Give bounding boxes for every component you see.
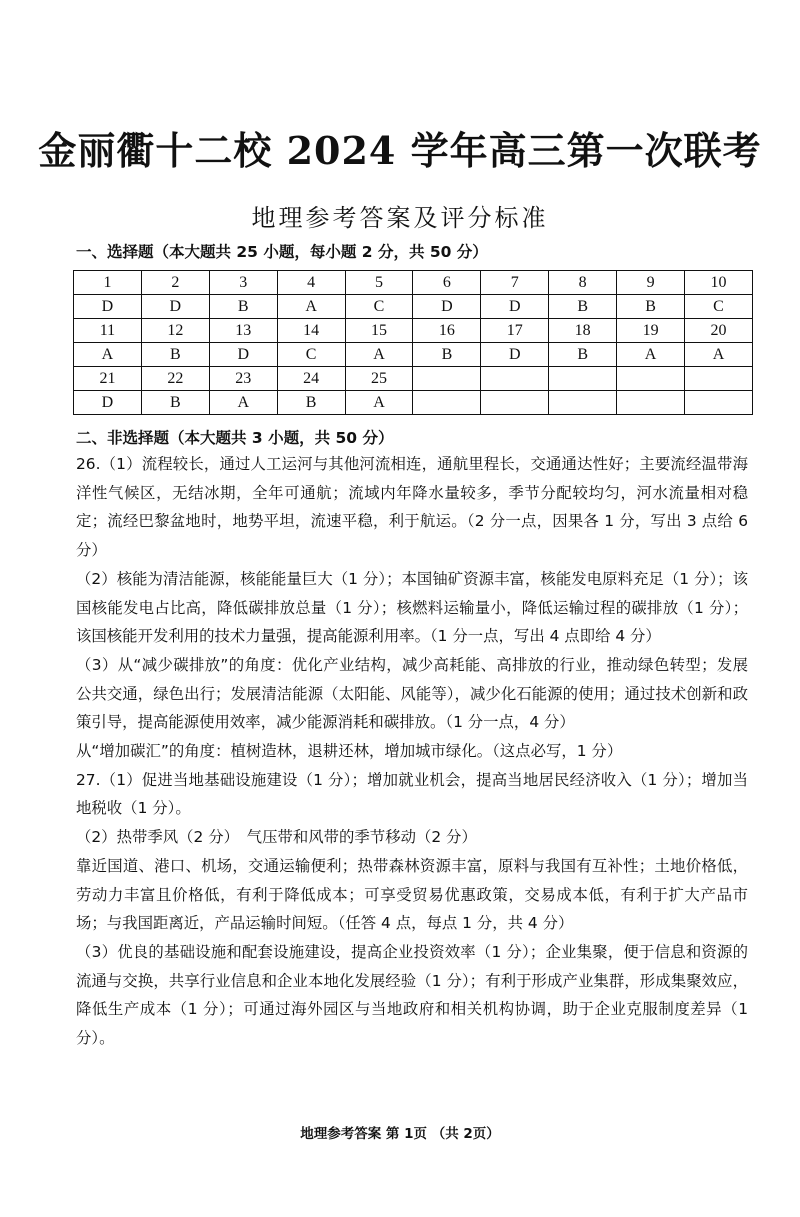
question-number-cell: 15 bbox=[345, 319, 413, 343]
question-number-cell: 2 bbox=[141, 271, 209, 295]
question-number-cell bbox=[413, 367, 481, 391]
question-number-cell: 16 bbox=[413, 319, 481, 343]
answer-cell: A bbox=[685, 343, 753, 367]
page-title: 金丽衢十二校 2024 学年高三第一次联考 bbox=[38, 128, 762, 173]
answer-body bbox=[76, 450, 748, 1053]
answer-table-row bbox=[74, 367, 753, 391]
q26-part3: （3）从“减少碳排放”的角度：优化产业结构，减少高耗能、高排放的行业，推动绿色转型；发展公共交通，绿色出行；发展清洁能源（太阳能、风能等），减少化石能源的使用；通过技术创新和政策引导，提高能源使用效率，减少能源消耗和碳排放。（1 分一点，4 分） bbox=[76, 655, 748, 732]
question-number-cell: 25 bbox=[345, 367, 413, 391]
question-number-cell: 14 bbox=[277, 319, 345, 343]
answer-table bbox=[73, 270, 753, 415]
answer-cell: A bbox=[277, 295, 345, 319]
answer-cell: D bbox=[141, 295, 209, 319]
answer-cell: B bbox=[209, 295, 277, 319]
answer-cell: D bbox=[481, 343, 549, 367]
answer-table-row bbox=[74, 343, 753, 367]
question-number-cell: 9 bbox=[617, 271, 685, 295]
answer-cell bbox=[685, 391, 753, 415]
question-number-cell: 11 bbox=[74, 319, 142, 343]
question-number-cell bbox=[617, 367, 685, 391]
answer-cell bbox=[413, 391, 481, 415]
question-number-cell: 19 bbox=[617, 319, 685, 343]
question-number-cell: 8 bbox=[549, 271, 617, 295]
question-number-cell: 1 bbox=[74, 271, 142, 295]
answer-cell: A bbox=[345, 343, 413, 367]
answer-cell: B bbox=[141, 343, 209, 367]
section1-heading: 一、选择题（本大题共 25 小题，每小题 2 分，共 50 分） bbox=[76, 243, 488, 261]
page-footer: 地理参考答案 第 1页 （共 2页） bbox=[300, 1126, 500, 1142]
question-number-cell: 22 bbox=[141, 367, 209, 391]
q27-part3: （3）优良的基础设施和配套设施建设，提高企业投资效率（1 分）；企业集聚，便于信息和资源的流通与交换，共享行业信息和企业本地化发展经验（1 分）；有利于形成产业集群，形成集聚效应，降低生产成本（1 分）；可通过海外园区与当地政府和相关机构协调，助于企业克服制度差异（1 分）。 bbox=[76, 942, 748, 1048]
question-number-cell: 10 bbox=[685, 271, 753, 295]
answer-table-row bbox=[74, 295, 753, 319]
question-number-cell: 7 bbox=[481, 271, 549, 295]
q26-part1: 26.（1）流程较长，通过人工运河与其他河流相连，通航里程长，交通通达性好；主要流经温带海洋性气候区，无结冰期，全年可通航；流域内年降水量较多，季节分配较均匀，河水流量相对稳定；流经巴黎盆地时，地势平坦，流速平稳，利于航运。（2 分一点，因果各 1 分，写出 3 点给 6 分） bbox=[76, 455, 748, 560]
answer-cell: B bbox=[141, 391, 209, 415]
question-number-cell: 20 bbox=[685, 319, 753, 343]
question-number-cell: 17 bbox=[481, 319, 549, 343]
section2-heading: 二、非选择题（本大题共 3 小题，共 50 分） bbox=[76, 429, 394, 447]
q26-part3-carbon-sink: 从“增加碳汇”的角度：植树造林，退耕还林，增加城市绿化。（这点必写，1 分） bbox=[76, 742, 623, 761]
answer-cell bbox=[617, 391, 685, 415]
page-subtitle: 地理参考答案及评分标准 bbox=[251, 204, 549, 232]
question-number-cell: 21 bbox=[74, 367, 142, 391]
answer-cell: A bbox=[74, 343, 142, 367]
question-number-cell: 4 bbox=[277, 271, 345, 295]
question-number-cell: 6 bbox=[413, 271, 481, 295]
question-number-cell: 13 bbox=[209, 319, 277, 343]
answer-cell: D bbox=[413, 295, 481, 319]
answer-cell: D bbox=[74, 391, 142, 415]
q27-part1: 27.（1）促进当地基础设施建设（1 分）；增加就业机会，提高当地居民经济收入（1 分）；增加当地税收（1 分）。 bbox=[76, 770, 748, 818]
question-number-cell: 5 bbox=[345, 271, 413, 295]
answer-table-row bbox=[74, 271, 753, 295]
answer-cell: B bbox=[413, 343, 481, 367]
answer-cell: B bbox=[549, 295, 617, 319]
answer-cell: D bbox=[481, 295, 549, 319]
answer-cell: B bbox=[617, 295, 685, 319]
question-number-cell bbox=[481, 367, 549, 391]
question-number-cell: 3 bbox=[209, 271, 277, 295]
q26-part2: （2）核能为清洁能源，核能能量巨大（1 分）；本国铀矿资源丰富，核能发电原料充足（1 分）；该国核能发电占比高，降低碳排放总量（1 分）；核燃料运输量小，降低运输过程的碳排放（1 分）；该国核能开发利用的技术力量强，提高能源利用率。（1 分一点，写出 4 点即给 4 分） bbox=[76, 569, 748, 646]
answer-cell: D bbox=[74, 295, 142, 319]
answer-cell: C bbox=[277, 343, 345, 367]
question-number-cell bbox=[549, 367, 617, 391]
answer-cell: C bbox=[685, 295, 753, 319]
question-number-cell: 24 bbox=[277, 367, 345, 391]
answer-cell: C bbox=[345, 295, 413, 319]
answer-table-row bbox=[74, 391, 753, 415]
answer-cell: B bbox=[277, 391, 345, 415]
question-number-cell: 23 bbox=[209, 367, 277, 391]
q27-part2: （2）热带季风（2 分） 气压带和风带的季节移动（2 分） bbox=[76, 828, 477, 847]
question-number-cell: 12 bbox=[141, 319, 209, 343]
answer-cell: A bbox=[617, 343, 685, 367]
question-number-cell: 18 bbox=[549, 319, 617, 343]
question-number-cell bbox=[685, 367, 753, 391]
q27-part2-reasons: 靠近国道、港口、机场，交通运输便利；热带森林资源丰富，原料与我国有互补性；土地价格低，劳动力丰富且价格低，有利于降低成本；可享受贸易优惠政策，交易成本低，有利于扩大产品市场；与我国距离近，产品运输时间短。（任答 4 点，每点 1 分，共 4 分） bbox=[76, 856, 748, 933]
answer-cell bbox=[549, 391, 617, 415]
answer-cell: A bbox=[345, 391, 413, 415]
answer-cell: B bbox=[549, 343, 617, 367]
answer-table-row bbox=[74, 319, 753, 343]
answer-cell: A bbox=[209, 391, 277, 415]
answer-cell: D bbox=[209, 343, 277, 367]
answer-cell bbox=[481, 391, 549, 415]
